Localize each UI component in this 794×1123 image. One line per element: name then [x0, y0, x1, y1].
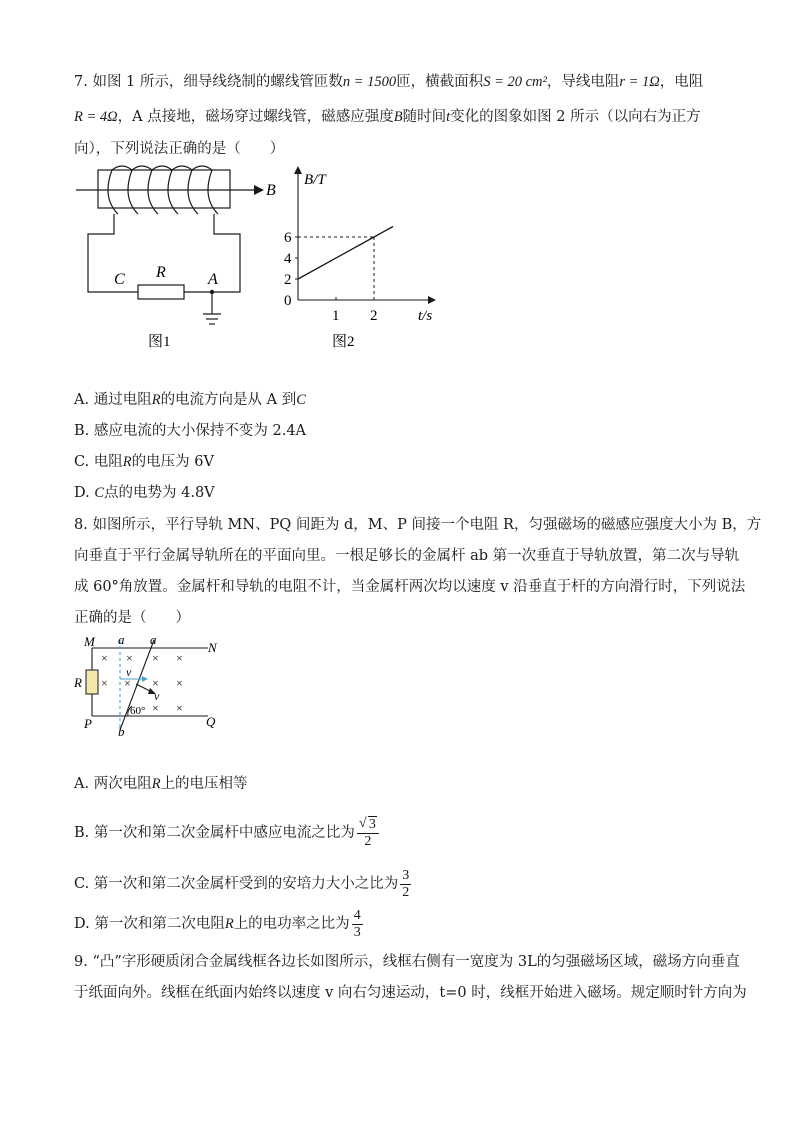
- svg-text:×: ×: [126, 651, 133, 665]
- label-a-second: a: [150, 632, 157, 647]
- q8-option-a: A. 两次电阻R上的电压相等: [74, 776, 248, 792]
- label-v-first: v: [126, 665, 132, 679]
- solenoid-coil-tops: [112, 166, 212, 170]
- label-m: M: [84, 634, 95, 649]
- q8-option-d-fraction: $\frac{4}{3}$: [353, 907, 361, 940]
- resistor-r-q8: [86, 670, 98, 694]
- q7-option-a: A. 通过电阻R的电流方向是从 A 到C: [74, 392, 306, 408]
- svg-text:×: ×: [176, 651, 183, 665]
- label-p: P: [84, 716, 92, 731]
- svg-text:×: ×: [101, 651, 108, 665]
- svg-text:×: ×: [124, 676, 131, 690]
- q8-option-d: D. 第一次和第二次电阻 R 上的电功率之比为 $\frac{4}{3}$: [74, 907, 361, 940]
- label-n: N: [208, 640, 217, 655]
- x-axis-label: t/s: [418, 308, 433, 324]
- q7-line-1: 7. 如图 1 所示，细导线绕制的螺线管匝数n = 1500匝，横截面积S = 20 cm²，导线电阻r = 1Ω，电阻: [74, 74, 704, 90]
- svg-text:×: ×: [152, 676, 159, 690]
- y-axis-arrow-icon: [294, 166, 302, 174]
- label-b-rod: b: [118, 724, 125, 739]
- x-tick-label-1: 1: [332, 308, 340, 324]
- label-a: A: [208, 271, 218, 288]
- q8-figure-rails: [70, 632, 230, 742]
- svg-text:×: ×: [101, 676, 108, 690]
- q7-figure-2-bt-chart: [278, 164, 448, 356]
- q8-line-4: 正确的是（ ）: [74, 610, 190, 626]
- q8-option-b: B. 第一次和第二次金属杆中感应电流之比为 √ 3 2: [74, 812, 379, 854]
- y-tick-label-2: 2: [284, 272, 292, 288]
- svg-text:×: ×: [152, 701, 159, 715]
- resistor-r: [138, 285, 184, 299]
- y-tick-label-4: 4: [284, 251, 292, 267]
- svg-text:×: ×: [152, 651, 159, 665]
- q7-option-c: C. 电阻R的电压为 6V: [74, 454, 214, 470]
- q7-option-d: D. C点的电势为 4.8V: [74, 485, 215, 501]
- q8-line-3: 成 60°角放置。金属杆和导轨的电阻不计，当金属杆两次均以速度 v 沿垂直于杆的方向滑行时，下列说法: [74, 579, 746, 595]
- label-v-second: v: [154, 689, 160, 703]
- label-a-first: a: [118, 632, 125, 647]
- b-arrow-icon: [254, 185, 264, 195]
- label-q: Q: [206, 714, 216, 729]
- q9-line-1: 9. “凸”字形硬质闭合金属线框各边长如图所示，线框右侧有一宽度为 3L的匀强磁场区域，磁场方向垂直: [74, 954, 740, 970]
- wire-left: [88, 214, 138, 292]
- label-r: R: [156, 264, 166, 281]
- label-c: C: [114, 271, 125, 288]
- bt-series-line: [298, 227, 393, 280]
- q8-line-2: 向垂直于平行金属导轨所在的平面向里。一根足够长的金属杆 ab 第一次垂直于导轨放置，第二次与导轨: [74, 548, 740, 564]
- q8-option-c: C. 第一次和第二次金属杆受到的安培力大小之比为 $\frac{3}{2}$: [74, 867, 410, 900]
- solenoid-coil: [108, 170, 218, 214]
- svg-text:×: ×: [176, 676, 183, 690]
- q8-option-b-fraction: √ 3 2: [357, 817, 379, 850]
- q7-line-3: 向），下列说法正确的是（ ）: [74, 141, 285, 157]
- label-r-q8: R: [74, 675, 82, 690]
- q7-figure-1-solenoid-circuit: [74, 164, 284, 356]
- node-a-dot: [210, 290, 214, 294]
- y-tick-label-0: 0: [284, 293, 292, 309]
- q8-line-1: 8. 如图所示，平行导轨 MN、PQ 间距为 d，M、P 间接一个电阻 R，匀强磁场的磁感应强度大小为 B，方: [74, 517, 762, 533]
- q8-option-c-fraction: $\frac{3}{2}$: [402, 867, 410, 900]
- figure-1-caption: 图1: [148, 334, 171, 350]
- figure-2-caption: 图2: [332, 334, 355, 350]
- label-angle: 60°: [130, 705, 146, 717]
- svg-text:×: ×: [176, 701, 183, 715]
- q7-option-b: B. 感应电流的大小保持不变为 2.4A: [74, 423, 307, 439]
- q9-line-2: 于纸面向外。线框在纸面内始终以速度 v 向右匀速运动，t=0 时，线框开始进入磁场。规定顺时针方向为: [74, 985, 747, 1001]
- q7-line-2: R = 4Ω，A 点接地，磁场穿过螺线管，磁感应强度B随时间t变化的图象如图 2 所示（以向右为正方: [74, 109, 701, 125]
- label-b: B: [266, 182, 276, 199]
- x-tick-label-2: 2: [370, 308, 378, 324]
- y-tick-label-6: 6: [284, 230, 292, 246]
- x-axis-arrow-icon: [428, 296, 436, 304]
- velocity-arrow-first-head-icon: [142, 676, 148, 682]
- y-axis-label: B/T: [304, 172, 326, 188]
